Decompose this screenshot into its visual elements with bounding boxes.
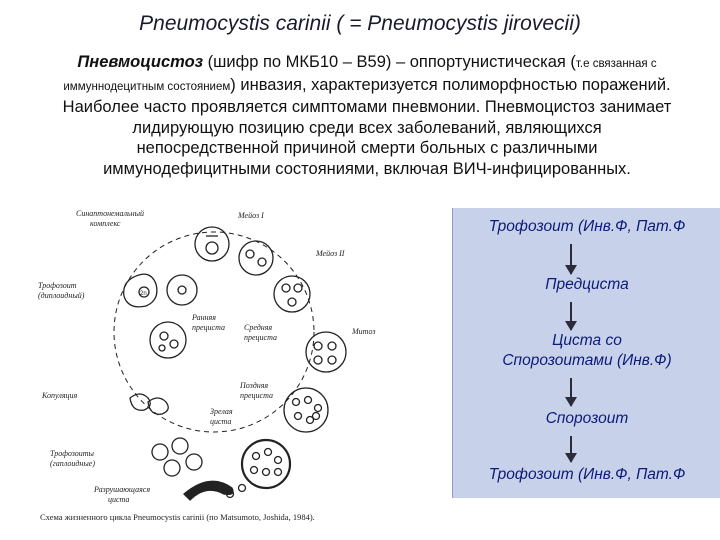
label-early-precyst-2: прециста <box>192 323 225 332</box>
label-middle-precyst-1: Средняя <box>244 323 273 332</box>
label-mitosis: Митоз <box>352 327 376 336</box>
meiosis-1-cell-icon <box>239 241 273 275</box>
svg-text:2n: 2n <box>140 291 147 297</box>
stage-sporozoite: Спорозоит <box>545 410 629 427</box>
arrow-down-icon <box>570 436 572 462</box>
label-trophozoites-haploid: Трофозоиты <box>50 449 94 458</box>
arrow-down-icon <box>570 244 572 274</box>
label-synaptonemal: Синаптонемальный <box>76 209 145 218</box>
late-precyst-icon <box>284 388 328 432</box>
intro-text-2: ) инвазия, характеризуется полиморфностью поражений. Наиболее часто проявляется симптомами пневмонии. Пневмоцистоз занимает лидирующую позицию среди всех заболеваний, являющихся непосредственной причиной смерти больных с различными иммунодефицитными состояниями, включая ВИЧ-инфицированных. <box>62 75 672 178</box>
label-meiosis-2: Мейоз II <box>316 249 345 258</box>
cycle-path <box>114 232 314 432</box>
life-cycle-diagram <box>34 202 454 532</box>
mature-cyst-icon <box>242 440 290 488</box>
central-cell-icon <box>150 322 186 358</box>
label-late-precyst-1: Поздняя <box>240 381 269 390</box>
figure-caption: Схема жизненного цикла Pneumocystis carinii (по Matsumoto, Joshida, 1984). <box>40 512 315 522</box>
label-destroying-cyst-1: Разрушающаяся <box>94 485 151 494</box>
stage-precyst: Предциста <box>545 276 629 293</box>
meiosis-2-cell-icon <box>274 276 310 312</box>
label-trophozoite-diploid: Трофозоит <box>38 281 77 290</box>
label-mature-cyst-2: циста <box>210 417 232 426</box>
label-middle-precyst-2: прециста <box>244 333 277 342</box>
label-late-precyst-2: прециста <box>240 391 273 400</box>
label-trophozoite-diploid-note: (диплоидный) <box>38 291 85 300</box>
haploid-trophozoites-icon <box>152 438 202 476</box>
stage-trophozoite-repeat: Трофозоит (Инв.Ф, Пат.Ф <box>488 466 686 483</box>
stage-trophozoite: Трофозоит (Инв.Ф, Пат.Ф <box>488 218 686 235</box>
label-early-precyst-1: Ранняя <box>192 313 216 322</box>
label-complex: комплекс <box>90 219 121 228</box>
arrow-down-icon <box>570 302 572 330</box>
destroying-cyst-icon <box>184 481 246 500</box>
label-copulation: Копуляция <box>42 391 78 400</box>
label-destroying-cyst-2: циста <box>108 495 130 504</box>
life-cycle-panel <box>452 208 720 498</box>
intro-note: т.е связанная с иммуннодецитным состоянием <box>63 58 657 93</box>
intro-paragraph <box>62 52 672 198</box>
disease-term: Пневмоцистоз <box>77 53 204 71</box>
arrow-down-icon <box>570 378 572 406</box>
stage-cyst-line-1: Циста со <box>552 332 622 349</box>
stage-cyst-line-2: Спорозоитами (Инв.Ф) <box>502 352 672 369</box>
copulation-icon <box>130 394 168 414</box>
label-trophozoites-haploid-note: (гаплоидные) <box>50 459 96 468</box>
early-precyst-icon <box>167 275 197 305</box>
figure-labels <box>38 209 375 522</box>
intro-text-1: (шифр по МКБ10 – B59) – оппортунистическая ( <box>203 53 576 71</box>
page-title: Pneumocystis carinii ( = Pneumocystis jirovecii) <box>139 12 581 35</box>
label-meiosis-1: Мейоз I <box>238 211 264 220</box>
label-mature-cyst-1: Зрелая <box>210 407 233 416</box>
